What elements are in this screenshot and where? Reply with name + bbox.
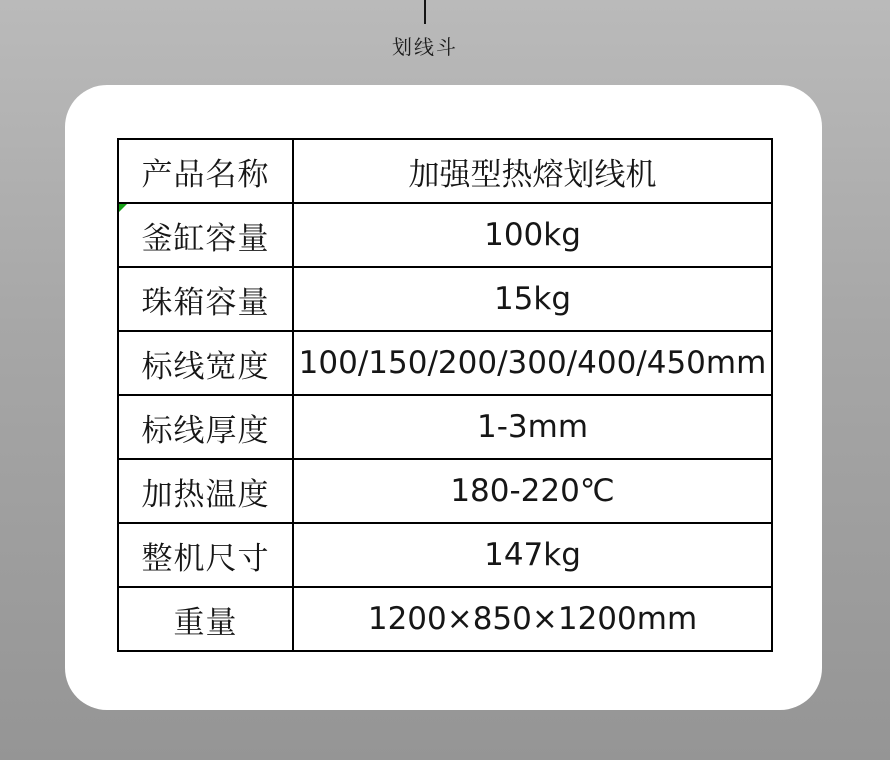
spec-value-text: 100/150/200/300/400/450mm — [298, 345, 767, 381]
spec-value — [293, 523, 772, 587]
callout-label: 划线斗 — [392, 35, 458, 59]
spec-label — [118, 203, 293, 267]
spec-value-text: 100kg — [484, 217, 581, 253]
spec-label-text: 标线厚度 — [141, 412, 270, 449]
spec-value — [293, 587, 772, 651]
table-row — [118, 267, 772, 331]
spec-value-text: 147kg — [484, 537, 581, 573]
callout-leader-line — [424, 0, 426, 24]
table-row — [118, 331, 772, 395]
spec-value — [293, 203, 772, 267]
spec-value — [293, 139, 772, 203]
spec-label — [118, 523, 293, 587]
spec-label-text: 珠箱容量 — [141, 284, 270, 321]
spec-table — [117, 138, 773, 652]
spec-value — [293, 395, 772, 459]
spec-label — [118, 587, 293, 651]
table-row — [118, 203, 772, 267]
spec-value-text: 加强型热熔划线机 — [408, 156, 657, 193]
spec-label-text: 釜缸容量 — [141, 220, 270, 257]
spec-label — [118, 395, 293, 459]
cell-corner-marker-icon — [119, 204, 127, 212]
spec-value-text: 1-3mm — [476, 409, 589, 445]
spec-card — [65, 85, 822, 710]
spec-label — [118, 139, 293, 203]
spec-value — [293, 331, 772, 395]
spec-value-text: 1200×850×1200mm — [367, 601, 698, 637]
spec-label — [118, 331, 293, 395]
table-row — [118, 587, 772, 651]
spec-value-text: 180-220℃ — [450, 473, 615, 509]
spec-label — [118, 459, 293, 523]
spec-label-text: 整机尺寸 — [141, 540, 270, 577]
spec-label-text: 重量 — [173, 604, 238, 641]
spec-label — [118, 267, 293, 331]
spec-label-text: 加热温度 — [141, 476, 270, 513]
table-row — [118, 523, 772, 587]
spec-value — [293, 267, 772, 331]
spec-value — [293, 459, 772, 523]
spec-value-text: 15kg — [493, 281, 572, 317]
table-row — [118, 139, 772, 203]
spec-label-text: 标线宽度 — [141, 348, 270, 385]
table-row — [118, 459, 772, 523]
spec-label-text: 产品名称 — [141, 156, 270, 193]
table-row — [118, 395, 772, 459]
